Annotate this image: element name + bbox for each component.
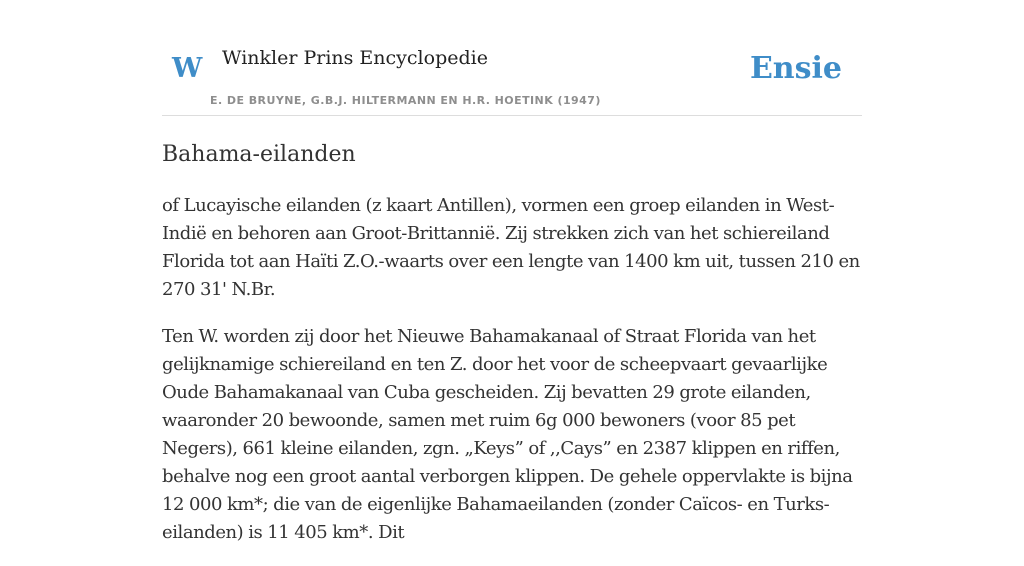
article-body: [162, 192, 862, 566]
article-paragraph: Ten W. worden zij door het Nieuwe Bahamakanaal of Straat Florida van het gelijknamige schiereiland en ten Z. door het voor de scheepvaart gevaarlijke Oude Bahamakanaal van Cuba gescheiden. Zij bevatten 29 grote eilanden, waaronder 20 bewoonde, samen met ruim 6g 000 bewoners (voor 85 pet Negers), 661 kleine eilanden, zgn. „Keys” of ,,Cays” en 2387 klippen en riffen, behalve nog een groot aantal verborgen klippen. De gehele oppervlakte is bijna 12 000 km*; die van de eigenlijke Bahamaeilanden (zonder Caïcos- en Turks-eilanden) is 11 405 km*. Dit: [162, 326, 853, 543]
article-title: Bahama-eilanden: [162, 142, 356, 167]
article-paragraph: of Lucayische eilanden (z kaart Antillen), vormen een groep eilanden in West-Indië en behoren aan Groot-Brittannië. Zij strekken zich van het schiereiland Florida tot aan Haïti Z.O.-waarts over een lengte van 1400 km uit, tussen 210 en 270 31' N.Br.: [162, 195, 860, 300]
header-divider: [162, 115, 862, 116]
authors-line: E. DE BRUYNE, G.B.J. HILTERMANN EN H.R. HOETINK (1947): [210, 94, 601, 107]
site-logo[interactable]: W: [172, 53, 203, 84]
encyclopedia-title[interactable]: Winkler Prins Encyclopedie: [222, 47, 488, 69]
brand-logo-link[interactable]: Ensie: [749, 51, 842, 86]
